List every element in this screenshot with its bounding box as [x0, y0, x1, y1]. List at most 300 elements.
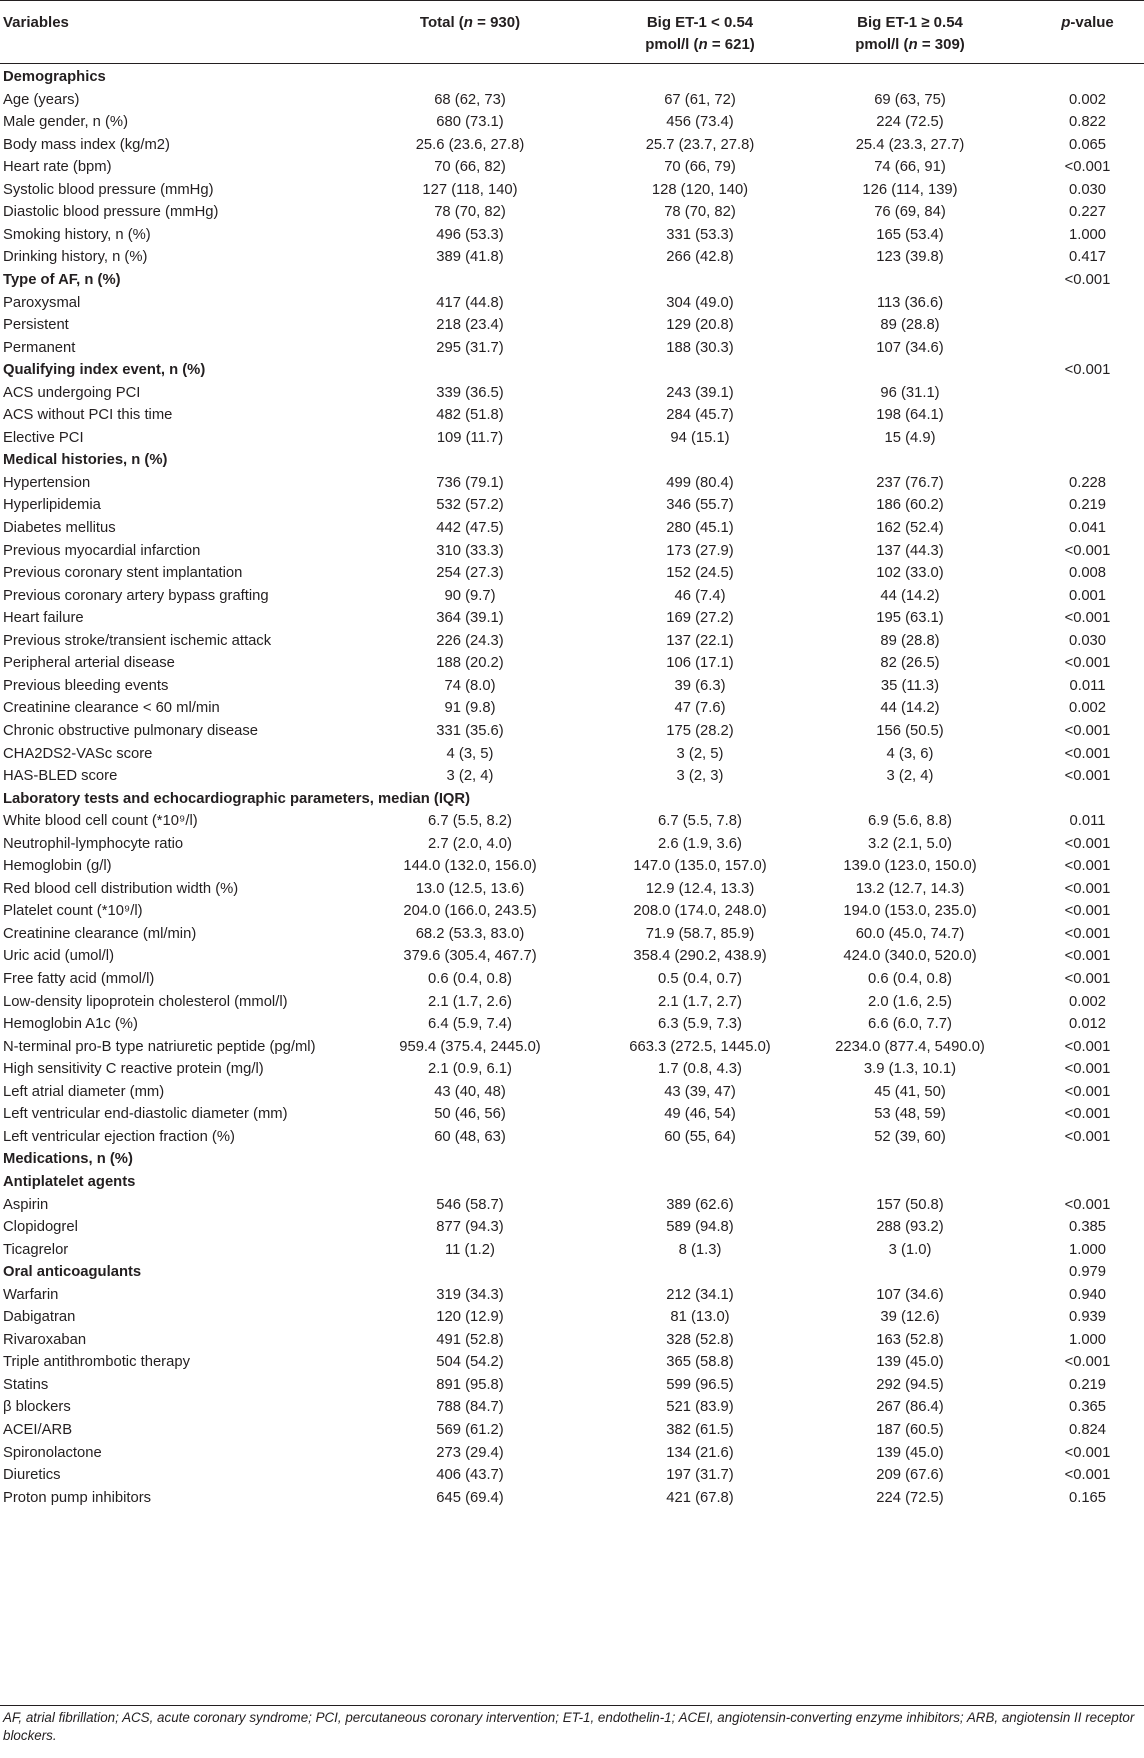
- header-big-et1-high: Big ET-1 ≥ 0.54 pmol/l (n = 309): [855, 14, 965, 53]
- big-et1-high-value: 39 (12.6): [880, 1309, 940, 1326]
- total-value: 68.2 (53.3, 83.0): [415, 925, 525, 942]
- table-row: [0, 1350, 1144, 1375]
- variable-label: ACEI/ARB: [3, 1422, 73, 1438]
- p-value: <0.001: [1064, 858, 1111, 875]
- variable-label: Aspirin: [3, 1196, 49, 1213]
- p-value: <0.001: [1064, 1038, 1111, 1055]
- total-value: 379.6 (305.4, 467.7): [403, 948, 537, 965]
- variable-label: Hemoglobin A1c (%): [3, 1016, 138, 1033]
- p-value: <0.001: [1064, 1083, 1111, 1100]
- big-et1-high-value: 139.0 (123.0, 150.0): [843, 858, 977, 875]
- big-et1-low-value: 421 (67.8): [666, 1489, 734, 1506]
- section-header-row: [0, 448, 1144, 473]
- big-et1-low-value: 129 (20.8): [666, 317, 734, 334]
- variable-label: Left ventricular end-diastolic diameter (mm): [3, 1106, 288, 1123]
- variable-label: Permanent: [3, 339, 76, 356]
- total-value: 496 (53.3): [436, 226, 504, 243]
- table-row: [0, 1125, 1144, 1150]
- big-et1-low-value: 3 (2, 5): [676, 745, 724, 762]
- total-value: 546 (58.7): [436, 1196, 504, 1213]
- header-p-value: p-value: [1061, 14, 1114, 31]
- table-row: [0, 1463, 1144, 1488]
- big-et1-high-value: 187 (60.5): [876, 1422, 944, 1438]
- total-value: 204.0 (166.0, 243.5): [403, 903, 537, 920]
- big-et1-low-value: 173 (27.9): [666, 542, 734, 559]
- big-et1-low-value: 284 (45.7): [666, 407, 734, 424]
- p-value: 0.227: [1068, 204, 1107, 221]
- p-value: <0.001: [1064, 948, 1111, 965]
- variable-label: Oral anticoagulants: [3, 1264, 142, 1281]
- total-value: 364 (39.1): [436, 610, 504, 627]
- p-value: 0.002: [1068, 700, 1107, 717]
- p-value: 0.939: [1068, 1309, 1107, 1326]
- variable-label: HAS-BLED score: [3, 768, 118, 785]
- big-et1-high-value: 6.9 (5.6, 8.8): [868, 813, 952, 830]
- p-value: <0.001: [1064, 1106, 1111, 1123]
- big-et1-low-value: 134 (21.6): [666, 1444, 734, 1461]
- header-big-et1-low: Big ET-1 < 0.54 pmol/l (n = 621): [645, 14, 755, 53]
- big-et1-low-value: 389 (62.6): [666, 1196, 734, 1213]
- big-et1-high-value: 25.4 (23.3, 27.7): [855, 136, 965, 153]
- total-value: 109 (11.7): [436, 429, 504, 446]
- total-value: 60 (48, 63): [434, 1128, 506, 1145]
- p-value: <0.001: [1064, 835, 1111, 852]
- total-value: 788 (84.7): [436, 1399, 504, 1416]
- table-row: [0, 899, 1144, 924]
- big-et1-low-value: 599 (96.5): [666, 1376, 734, 1393]
- variable-label: Medical histories, n (%): [3, 452, 168, 469]
- p-value: 0.001: [1068, 587, 1107, 604]
- total-value: 532 (57.2): [436, 497, 504, 514]
- total-value: 127 (118, 140): [422, 181, 518, 198]
- big-et1-high-value: 267 (86.4): [876, 1399, 944, 1416]
- table-row: [0, 245, 1144, 270]
- table-row: [0, 88, 1144, 113]
- p-value: 0.385: [1068, 1219, 1107, 1236]
- table-row: [0, 1238, 1144, 1263]
- total-value: 6.4 (5.9, 7.4): [428, 1016, 512, 1033]
- big-et1-low-value: 78 (70, 82): [664, 204, 736, 221]
- variable-label: Age (years): [3, 91, 80, 108]
- p-value: <0.001: [1064, 1196, 1111, 1213]
- big-et1-low-value: 137 (22.1): [666, 632, 734, 649]
- big-et1-low-value: 43 (39, 47): [664, 1083, 736, 1100]
- big-et1-low-value: 2.1 (1.7, 2.7): [658, 993, 742, 1010]
- section-header-row: [0, 358, 1144, 383]
- variable-label: Male gender, n (%): [3, 114, 129, 131]
- big-et1-low-value: 197 (31.7): [666, 1467, 734, 1484]
- header-variables: Variables: [3, 14, 69, 31]
- big-et1-high-value: 44 (14.2): [880, 587, 940, 604]
- table-row: [0, 1057, 1144, 1082]
- big-et1-high-value: 139 (45.0): [876, 1354, 944, 1371]
- table-row: [0, 516, 1144, 541]
- p-value: 0.940: [1068, 1286, 1107, 1303]
- big-et1-high-value: 15 (4.9): [884, 429, 936, 446]
- p-value: 0.011: [1069, 813, 1106, 830]
- table-row: [0, 1035, 1144, 1060]
- variable-label: Spironolactone: [3, 1444, 102, 1461]
- table-row: [0, 1486, 1144, 1511]
- total-value: 504 (54.2): [436, 1354, 504, 1371]
- big-et1-low-value: 175 (28.2): [666, 722, 734, 739]
- table-row: [0, 381, 1144, 406]
- big-et1-low-value: 81 (13.0): [670, 1309, 730, 1326]
- big-et1-high-value: 194.0 (153.0, 235.0): [843, 903, 977, 920]
- section-header-row: [0, 1147, 1144, 1172]
- big-et1-low-value: 346 (55.7): [666, 497, 734, 514]
- table-row: [0, 832, 1144, 857]
- total-value: 736 (79.1): [436, 474, 504, 491]
- p-value: 1.000: [1068, 1331, 1107, 1348]
- p-value: 1.000: [1068, 1241, 1107, 1258]
- total-value: 25.6 (23.6, 27.8): [415, 136, 525, 153]
- table-row: [0, 854, 1144, 879]
- variable-label: Medications, n (%): [3, 1151, 133, 1168]
- big-et1-high-value: 237 (76.7): [876, 474, 944, 491]
- big-et1-low-value: 1.7 (0.8, 4.3): [658, 1061, 742, 1078]
- big-et1-high-value: 224 (72.5): [876, 114, 944, 131]
- big-et1-low-value: 147.0 (135.0, 157.0): [633, 858, 767, 875]
- big-et1-high-value: 107 (34.6): [876, 1286, 944, 1303]
- table-row: [0, 1305, 1144, 1330]
- variable-label: CHA2DS2-VASc score: [3, 745, 153, 762]
- p-value: <0.001: [1064, 159, 1111, 176]
- big-et1-low-value: 128 (120, 140): [651, 181, 749, 198]
- p-value: 0.030: [1068, 181, 1107, 198]
- p-value: 0.365: [1068, 1399, 1107, 1416]
- p-value: 0.041: [1068, 520, 1107, 536]
- variable-label: Proton pump inhibitors: [3, 1489, 152, 1506]
- big-et1-low-value: 60 (55, 64): [664, 1128, 736, 1145]
- total-value: 2.1 (1.7, 2.6): [428, 993, 512, 1010]
- total-value: 2.1 (0.9, 6.1): [428, 1061, 512, 1078]
- big-et1-high-value: 3 (1.0): [888, 1241, 932, 1258]
- big-et1-low-value: 382 (61.5): [666, 1422, 734, 1438]
- variable-label: Previous bleeding events: [3, 677, 169, 694]
- table-row: [0, 110, 1144, 135]
- total-value: 569 (61.2): [436, 1422, 504, 1438]
- big-et1-low-value: 47 (7.6): [674, 700, 726, 717]
- table-row: [0, 336, 1144, 361]
- total-value: 120 (12.9): [436, 1309, 504, 1326]
- big-et1-low-value: 169 (27.2): [666, 610, 734, 627]
- table-row: [0, 584, 1144, 609]
- variable-label: Low-density lipoprotein cholesterol (mmol/l): [3, 993, 288, 1010]
- variable-label: Hypertension: [3, 474, 91, 491]
- total-value: 645 (69.4): [436, 1489, 504, 1506]
- big-et1-high-value: 292 (94.5): [876, 1376, 944, 1393]
- total-value: 482 (51.8): [436, 407, 504, 424]
- variable-label: White blood cell count (*10⁹/l): [3, 813, 198, 830]
- big-et1-low-value: 212 (34.1): [666, 1286, 734, 1303]
- table-row: [0, 313, 1144, 338]
- big-et1-high-value: 45 (41, 50): [874, 1083, 946, 1100]
- total-value: 188 (20.2): [436, 655, 504, 672]
- variable-label: Persistent: [3, 317, 69, 334]
- variable-label: Ticagrelor: [3, 1241, 69, 1258]
- variable-label: Elective PCI: [3, 429, 84, 446]
- p-value: <0.001: [1064, 271, 1111, 288]
- big-et1-high-value: 2.0 (1.6, 2.5): [868, 993, 952, 1010]
- table-row: [0, 178, 1144, 203]
- total-value: 2.7 (2.0, 4.0): [428, 835, 512, 852]
- big-et1-low-value: 3 (2, 3): [676, 768, 724, 785]
- table-row: [0, 155, 1144, 180]
- variable-label: β blockers: [3, 1399, 71, 1416]
- table-row: [0, 629, 1144, 654]
- big-et1-high-value: 209 (67.6): [876, 1467, 944, 1484]
- table-row: [0, 1395, 1144, 1420]
- section-header-row: [0, 787, 1144, 812]
- big-et1-low-value: 328 (52.8): [666, 1331, 734, 1348]
- total-value: 0.6 (0.4, 0.8): [428, 971, 512, 987]
- total-value: 295 (31.7): [436, 339, 504, 356]
- table-row: [0, 133, 1144, 158]
- p-value: <0.001: [1064, 1354, 1111, 1371]
- big-et1-high-value: 6.6 (6.0, 7.7): [868, 1016, 952, 1033]
- p-value: 0.979: [1068, 1264, 1107, 1281]
- big-et1-low-value: 106 (17.1): [666, 655, 734, 672]
- p-value: 0.219: [1068, 497, 1107, 514]
- big-et1-high-value: 44 (14.2): [880, 700, 940, 717]
- big-et1-low-value: 6.7 (5.5, 7.8): [658, 813, 742, 830]
- p-value: 0.030: [1068, 632, 1107, 649]
- big-et1-low-value: 46 (7.4): [674, 587, 726, 604]
- p-value: 0.417: [1068, 249, 1107, 266]
- table-row: [0, 606, 1144, 631]
- table-row: [0, 1441, 1144, 1466]
- variable-label: Previous coronary stent implantation: [3, 565, 243, 582]
- big-et1-low-value: 8 (1.3): [678, 1241, 722, 1258]
- big-et1-high-value: 96 (31.1): [880, 384, 940, 401]
- big-et1-low-value: 25.7 (23.7, 27.8): [645, 136, 755, 153]
- big-et1-high-value: 13.2 (12.7, 14.3): [855, 880, 965, 897]
- big-et1-low-value: 589 (94.8): [666, 1219, 734, 1236]
- big-et1-high-value: 35 (11.3): [880, 677, 940, 694]
- total-value: 331 (35.6): [436, 722, 504, 739]
- total-value: 11 (1.2): [445, 1241, 495, 1258]
- big-et1-low-value: 49 (46, 54): [664, 1106, 736, 1123]
- section-header-row: [0, 1260, 1144, 1285]
- variable-label: Diastolic blood pressure (mmHg): [3, 204, 219, 221]
- variable-label: Left ventricular ejection fraction (%): [3, 1128, 235, 1145]
- p-value: 0.165: [1068, 1489, 1107, 1506]
- variable-label: Previous stroke/transient ischemic attack: [3, 632, 272, 649]
- total-value: 417 (44.8): [436, 294, 504, 311]
- total-value: 43 (40, 48): [434, 1083, 506, 1100]
- big-et1-high-value: 198 (64.1): [876, 407, 944, 424]
- total-value: 319 (34.3): [436, 1286, 504, 1303]
- table-row: [0, 403, 1144, 428]
- p-value: 0.219: [1068, 1376, 1107, 1393]
- big-et1-low-value: 67 (61, 72): [664, 91, 736, 108]
- p-value: <0.001: [1064, 768, 1111, 785]
- table-row: [0, 1215, 1144, 1240]
- big-et1-high-value: 53 (48, 59): [874, 1106, 946, 1123]
- big-et1-high-value: 288 (93.2): [876, 1219, 944, 1236]
- table-row: [0, 742, 1144, 767]
- variable-label: Previous coronary artery bypass grafting: [3, 587, 269, 604]
- big-et1-low-value: 2.6 (1.9, 3.6): [658, 835, 742, 852]
- big-et1-low-value: 6.3 (5.9, 7.3): [658, 1016, 742, 1033]
- variable-label: Red blood cell distribution width (%): [3, 880, 239, 897]
- p-value: 0.008: [1068, 565, 1107, 582]
- p-value: <0.001: [1064, 1128, 1111, 1145]
- big-et1-low-value: 358.4 (290.2, 438.9): [633, 948, 767, 965]
- total-value: 877 (94.3): [436, 1219, 504, 1236]
- big-et1-high-value: 0.6 (0.4, 0.8): [868, 971, 952, 987]
- big-et1-high-value: 156 (50.5): [876, 722, 944, 739]
- table-row: [0, 291, 1144, 316]
- table-row: [0, 200, 1144, 225]
- big-et1-high-value: 113 (36.6): [876, 294, 944, 311]
- big-et1-high-value: 107 (34.6): [876, 339, 944, 356]
- variable-label: ACS without PCI this time: [3, 407, 173, 424]
- big-et1-low-value: 365 (58.8): [666, 1354, 734, 1371]
- variable-label: Rivaroxaban: [3, 1331, 87, 1348]
- big-et1-high-value: 2234.0 (877.4, 5490.0): [835, 1038, 985, 1055]
- big-et1-high-value: 76 (69, 84): [874, 204, 946, 221]
- variable-label: Hemoglobin (g/l): [3, 858, 112, 875]
- total-value: 74 (8.0): [444, 677, 496, 694]
- big-et1-high-value: 82 (26.5): [880, 655, 940, 672]
- big-et1-low-value: 499 (80.4): [666, 474, 734, 491]
- table-row: [0, 539, 1144, 564]
- p-value: 0.012: [1068, 1016, 1107, 1033]
- table-row: [0, 990, 1144, 1015]
- big-et1-high-value: 195 (63.1): [876, 610, 944, 627]
- total-value: 68 (62, 73): [434, 91, 506, 108]
- big-et1-high-value: 102 (33.0): [876, 565, 944, 582]
- big-et1-high-value: 186 (60.2): [876, 497, 944, 514]
- total-value: 389 (41.8): [436, 249, 504, 266]
- variable-label: Laboratory tests and echocardiographic parameters, median (IQR): [3, 790, 471, 807]
- variable-label: Previous myocardial infarction: [3, 542, 201, 559]
- table-row: [0, 719, 1144, 744]
- big-et1-low-value: 521 (83.9): [666, 1399, 734, 1416]
- total-value: 226 (24.3): [436, 632, 504, 649]
- big-et1-low-value: 39 (6.3): [674, 677, 726, 694]
- table-row: [0, 1193, 1144, 1218]
- table-row: [0, 651, 1144, 676]
- p-value: <0.001: [1064, 903, 1111, 920]
- section-header-row: [0, 268, 1144, 293]
- total-value: 4 (3, 5): [446, 745, 494, 762]
- variable-label: Chronic obstructive pulmonary disease: [3, 722, 258, 739]
- big-et1-low-value: 331 (53.3): [666, 226, 734, 243]
- big-et1-high-value: 89 (28.8): [880, 317, 940, 334]
- total-value: 13.0 (12.5, 13.6): [415, 880, 525, 897]
- p-value: <0.001: [1064, 655, 1111, 672]
- table-header: [0, 0, 1144, 64]
- p-value: <0.001: [1064, 745, 1111, 762]
- variable-label: Creatinine clearance (ml/min): [3, 925, 197, 942]
- table-row: [0, 809, 1144, 834]
- table-row: [0, 764, 1144, 789]
- big-et1-high-value: 139 (45.0): [876, 1444, 944, 1461]
- table-row: [0, 674, 1144, 699]
- variable-label: High sensitivity C reactive protein (mg/l): [3, 1061, 264, 1078]
- big-et1-high-value: 137 (44.3): [876, 542, 944, 559]
- total-value: 6.7 (5.5, 8.2): [428, 813, 512, 830]
- big-et1-high-value: 3.2 (2.1, 5.0): [868, 835, 952, 852]
- big-et1-high-value: 162 (52.4): [876, 520, 944, 536]
- variable-label: Hyperlipidemia: [3, 497, 101, 514]
- big-et1-low-value: 152 (24.5): [666, 565, 734, 582]
- table-row: [0, 426, 1144, 451]
- big-et1-high-value: 3 (2, 4): [886, 768, 934, 785]
- total-value: 3 (2, 4): [446, 768, 494, 785]
- table-row: [0, 223, 1144, 248]
- table-row: [0, 1328, 1144, 1353]
- p-value: 0.002: [1068, 993, 1107, 1010]
- total-value: 144.0 (132.0, 156.0): [403, 858, 537, 875]
- p-value: 0.824: [1068, 1422, 1107, 1438]
- total-value: 406 (43.7): [436, 1467, 504, 1484]
- big-et1-low-value: 208.0 (174.0, 248.0): [633, 903, 767, 920]
- variable-label: Heart failure: [3, 610, 84, 627]
- variable-label: Uric acid (umol/l): [3, 948, 114, 965]
- variable-label: Triple antithrombotic therapy: [3, 1354, 190, 1371]
- big-et1-high-value: 4 (3, 6): [886, 745, 934, 762]
- variable-label: Peripheral arterial disease: [3, 655, 175, 672]
- big-et1-low-value: 71.9 (58.7, 85.9): [645, 925, 755, 942]
- variable-label: Body mass index (kg/m2): [3, 136, 170, 153]
- total-value: 891 (95.8): [436, 1376, 504, 1393]
- table-row: [0, 922, 1144, 947]
- p-value: <0.001: [1064, 542, 1111, 559]
- table-row: [0, 493, 1144, 518]
- big-et1-low-value: 12.9 (12.4, 13.3): [645, 880, 755, 897]
- variable-label: Diabetes mellitus: [3, 520, 116, 536]
- total-value: 442 (47.5): [436, 520, 504, 536]
- big-et1-low-value: 243 (39.1): [666, 384, 734, 401]
- variable-label: Paroxysmal: [3, 294, 81, 311]
- variable-label: Systolic blood pressure (mmHg): [3, 181, 214, 198]
- big-et1-high-value: 69 (63, 75): [874, 91, 946, 108]
- big-et1-low-value: 280 (45.1): [666, 520, 734, 536]
- table-row: [0, 944, 1144, 969]
- table-row: [0, 1102, 1144, 1127]
- variable-label: Left atrial diameter (mm): [3, 1083, 165, 1100]
- p-value: <0.001: [1064, 925, 1111, 942]
- p-value: 0.065: [1068, 136, 1107, 153]
- p-value: <0.001: [1064, 880, 1111, 897]
- total-value: 218 (23.4): [436, 317, 504, 334]
- total-value: 339 (36.5): [436, 384, 504, 401]
- p-value: 0.002: [1068, 91, 1107, 108]
- big-et1-high-value: 123 (39.8): [876, 249, 944, 266]
- p-value: <0.001: [1064, 1061, 1111, 1078]
- variable-label: Platelet count (*10⁹/l): [3, 903, 143, 920]
- total-value: 959.4 (375.4, 2445.0): [399, 1038, 541, 1055]
- big-et1-low-value: 266 (42.8): [666, 249, 734, 266]
- variable-label: ACS undergoing PCI: [3, 384, 141, 401]
- big-et1-low-value: 663.3 (272.5, 1445.0): [629, 1038, 771, 1055]
- total-value: 78 (70, 82): [434, 204, 506, 221]
- header-total: Total (n = 930): [419, 14, 521, 31]
- big-et1-high-value: 165 (53.4): [876, 226, 944, 243]
- table-row: [0, 696, 1144, 721]
- p-value: 0.228: [1068, 474, 1107, 491]
- variable-label: Free fatty acid (mmol/l): [3, 971, 155, 987]
- variable-label: Dabigatran: [3, 1309, 76, 1326]
- variable-label: Statins: [3, 1376, 49, 1393]
- big-et1-low-value: 70 (66, 79): [664, 159, 736, 176]
- big-et1-high-value: 424.0 (340.0, 520.0): [843, 948, 977, 965]
- table-row: [0, 471, 1144, 496]
